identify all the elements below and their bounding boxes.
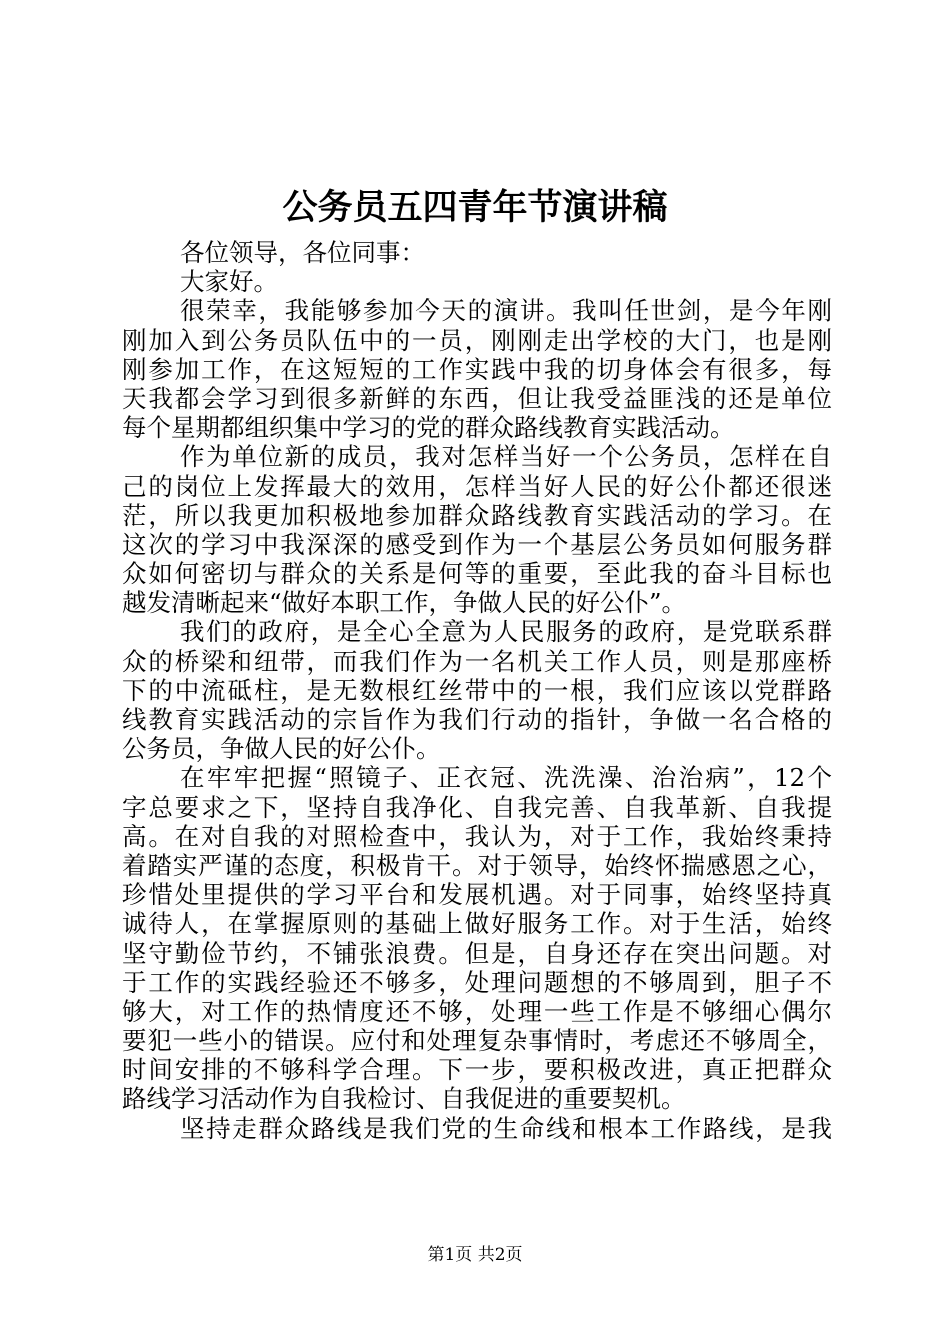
- body-line: 诚待人，在掌握原则的基础上做好服务工作。对于生活，始终: [122, 909, 832, 939]
- body-line: 茫，所以我更加积极地参加群众路线教育实践活动的学习。在: [122, 500, 832, 530]
- body-line: 众的桥梁和纽带，而我们作为一名机关工作人员，则是那座桥: [122, 646, 832, 676]
- body-line: 各位领导，各位同事：: [180, 238, 425, 267]
- body-line: 路线学习活动作为自我检讨、自我促进的重要契机。: [122, 1084, 686, 1114]
- body-line: 时间安排的不够科学合理。下一步，要积极改进，真正把群众: [122, 1055, 832, 1085]
- body-line: 公务员，争做人民的好公仆。: [122, 734, 441, 764]
- body-line: 坚守勤俭节约，不铺张浪费。但是，自身还存在突出问题。对: [122, 938, 832, 968]
- body-line: 刚加入到公务员队伍中的一员，刚刚走出学校的大门，也是刚: [122, 325, 832, 355]
- body-line: 我们的政府，是全心全意为人民服务的政府，是党联系群: [180, 617, 832, 647]
- body-line: 够大，对工作的热情度还不够，处理一些工作是不够细心偶尔: [122, 996, 832, 1026]
- body-line: 坚持走群众路线是我们党的生命线和根本工作路线，是我: [180, 1113, 832, 1143]
- body-line: 下的中流砥柱，是无数根红丝带中的一根，我们应该以党群路: [122, 675, 832, 705]
- body-line: 很荣幸，我能够参加今天的演讲。我叫任世剑，是今年刚: [180, 296, 832, 326]
- body-line: 每个星期都组织集中学习的党的群众路线教育实践活动。: [122, 413, 735, 443]
- body-line: 刚参加工作，在这短短的工作实践中我的切身体会有很多，每: [122, 354, 832, 384]
- body-line: 作为单位新的成员，我对怎样当好一个公务员，怎样在自: [180, 442, 832, 472]
- document-title: 公务员五四青年节演讲稿: [282, 187, 668, 228]
- body-line: 于工作的实践经验还不够多，处理问题想的不够周到，胆子不: [122, 967, 832, 997]
- body-line: 高。在对自我的对照检查中，我认为，对于工作，我始终秉持: [122, 821, 832, 851]
- body-line: 字总要求之下，坚持自我净化、自我完善、自我革新、自我提: [122, 792, 832, 822]
- body-line: 珍惜处里提供的学习平台和发展机遇。对于同事，始终坚持真: [122, 880, 832, 910]
- body-line: 天我都会学习到很多新鲜的东西，但让我受益匪浅的还是单位: [122, 383, 832, 413]
- body-line: 大家好。: [180, 267, 278, 297]
- body-line: 要犯一些小的错误。应付和处理复杂事情时，考虑还不够周全，: [122, 1026, 832, 1056]
- body-line: 在牢牢把握“照镜子、正衣冠、洗洗澡、治治病”，12个: [180, 763, 832, 793]
- document-body: [122, 238, 832, 1143]
- body-line: 着踏实严谨的态度，积极肯干。对于领导，始终怀揣感恩之心，: [122, 850, 832, 880]
- body-line: 线教育实践活动的宗旨作为我们行动的指针，争做一名合格的: [122, 705, 832, 734]
- page-number-footer: 第1页 共2页: [427, 1245, 523, 1265]
- body-line: 众如何密切与群众的关系是何等的重要，至此我的奋斗目标也: [122, 559, 832, 589]
- body-line: 己的岗位上发挥最大的效用，怎样当好人民的好公仆都还很迷: [122, 471, 832, 501]
- body-line: 这次的学习中我深深的感受到作为一个基层公务员如何服务群: [122, 529, 832, 559]
- body-line: 越发清晰起来“做好本职工作，争做人民的好公仆”。: [122, 588, 687, 618]
